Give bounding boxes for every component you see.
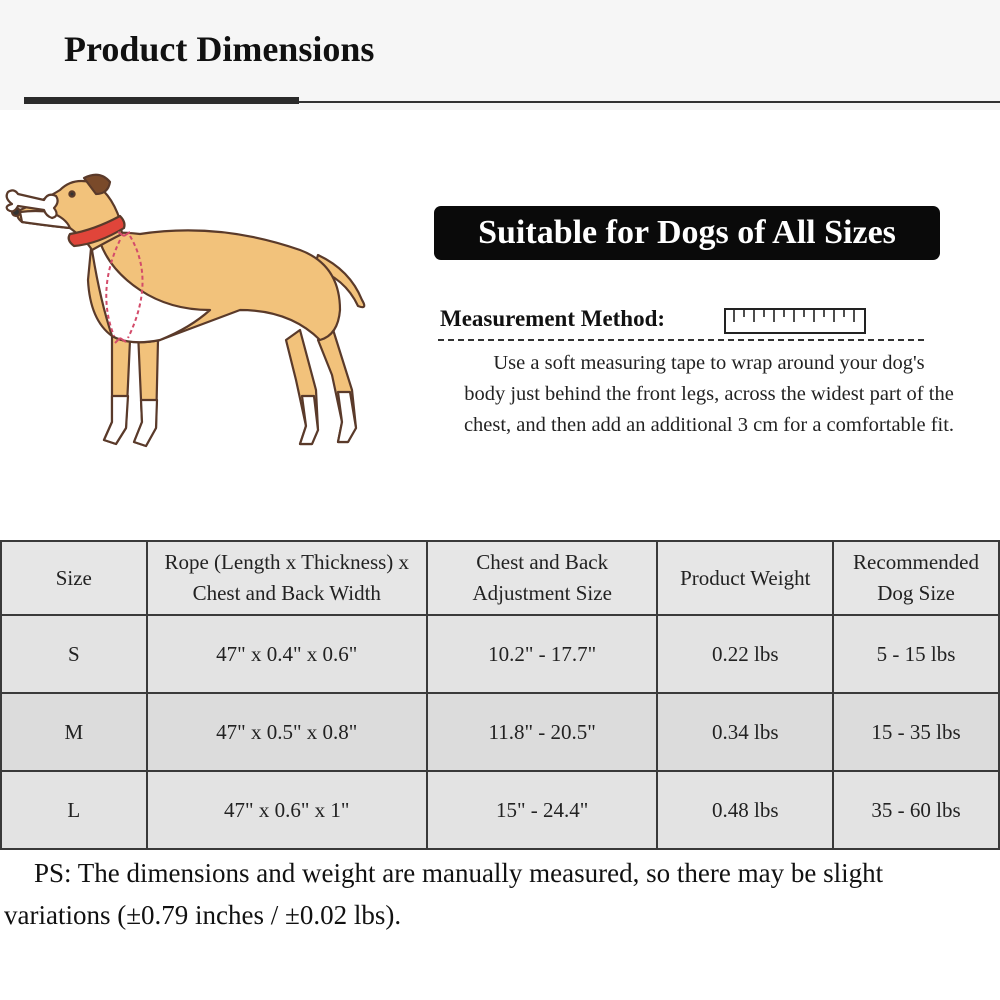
header-adjustment-size: Chest and Back Adjustment Size [427,541,658,615]
page-title: Product Dimensions [64,29,375,69]
header-size: Size [1,541,147,615]
table-cell: 47" x 0.4" x 0.6" [147,615,427,693]
table-cell: 35 - 60 lbs [833,771,999,849]
table-cell: 47" x 0.5" x 0.8" [147,693,427,771]
table-cell: 11.8" - 20.5" [427,693,658,771]
measurement-disclaimer: PS: The dimensions and weight are manually measured, so there may be slight variations (±0.79 inches / ±0.02 lbs). [4,858,884,930]
table-cell: 47" x 0.6" x 1" [147,771,427,849]
measurement-divider [438,339,924,341]
table-cell: 0.48 lbs [657,771,833,849]
table-cell: 10.2" - 17.7" [427,615,658,693]
measurement-instructions: Use a soft measuring tape to wrap around your dog's body just behind the front legs, across the widest part of the chest, and then add an additional 3 cm for a comfortable fit. [463,352,955,436]
table-cell: 15 - 35 lbs [833,693,999,771]
measurement-method-label: Measurement Method: [440,306,666,331]
table-header-row [1,541,999,615]
header-recommended-dog-size: Recommended Dog Size [833,541,999,615]
table-row [1,615,999,693]
table-cell: 0.34 lbs [657,693,833,771]
dog-illustration-icon [0,160,400,460]
size-table [0,540,1000,850]
table-cell: 0.22 lbs [657,615,833,693]
ruler-icon [724,308,866,334]
table-cell: S [1,615,147,693]
suitability-badge: Suitable for Dogs of All Sizes [434,206,940,260]
table-cell: 5 - 15 lbs [833,615,999,693]
table-cell: 15" - 24.4" [427,771,658,849]
header-product-weight: Product Weight [657,541,833,615]
table-row [1,693,999,771]
table-cell: L [1,771,147,849]
table-cell: M [1,693,147,771]
table-row [1,771,999,849]
header-rope-dimensions: Rope (Length x Thickness) x Chest and Back Width [147,541,427,615]
title-divider-accent [24,97,299,104]
